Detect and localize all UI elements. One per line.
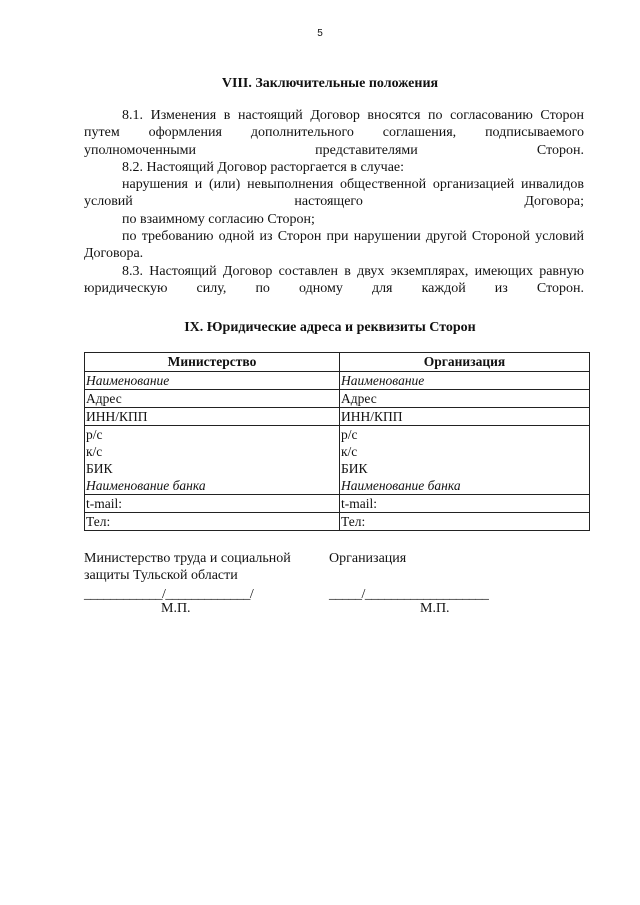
ministry-signatory-line1: Министерство труда и социальной [84, 551, 291, 566]
organization-signatory-line: Организация [329, 551, 407, 566]
organization-corr-account: к/с [341, 444, 358, 459]
clause-8-2: 8.2. Настоящий Договор расторгается в случае: [122, 159, 405, 175]
ministry-name-cell: Наименование [85, 372, 340, 390]
organization-signature-line: _____/___________________ [329, 587, 489, 602]
organization-inn-cell: ИНН/КПП [340, 408, 590, 426]
ministry-signatory-line2: защиты Тульской области [84, 568, 238, 583]
ministry-account: р/с [86, 427, 103, 442]
table-row [85, 372, 590, 390]
table-row [85, 390, 590, 408]
organization-signature-block [329, 550, 559, 603]
organization-account: р/с [341, 427, 358, 442]
ministry-email-cell: t-mail: [85, 495, 340, 513]
organization-email-cell: t-mail: [340, 495, 590, 513]
clause-8-2-item-mutual: по взаимному согласию Сторон; [122, 211, 315, 227]
section-8-title: VIII. Заключительные положения [221, 76, 439, 91]
ministry-inn-cell: ИНН/КПП [85, 408, 340, 426]
section-8-body [84, 107, 584, 297]
clause-8-3: 8.3. Настоящий Договор составлен в двух экземплярах, имеющих равную юридическую силу, по одному для каждой из Сторон. [84, 263, 584, 296]
table-row [85, 495, 590, 513]
ministry-stamp-place: М.П. [161, 601, 191, 616]
organization-bank-name: Наименование банка [341, 478, 461, 493]
ministry-phone-cell: Тел: [85, 513, 340, 531]
organization-bik: БИК [341, 461, 368, 476]
organization-stamp-place: М.П. [420, 601, 450, 616]
organization-bank-cell [340, 426, 590, 495]
table-row [85, 513, 590, 531]
clause-8-2-item-violation: нарушения и (или) невыполнения общественной организацией инвалидов условий настоящего Договора; [84, 177, 584, 210]
table-header-row [85, 353, 590, 372]
ministry-address-cell: Адрес [85, 390, 340, 408]
clause-8-1: 8.1. Изменения в настоящий Договор вносятся по согласованию Сторон путем оформления дополнительного соглашения, подписываемого уполномоченными представителями Сторон. [84, 108, 584, 158]
ministry-signature-block [84, 550, 324, 603]
ministry-bik: БИК [86, 461, 113, 476]
header-organization: Организация [340, 353, 590, 372]
ministry-bank-cell [85, 426, 340, 495]
ministry-signature-line: ____________/_____________/ [84, 587, 254, 602]
organization-name-cell: Наименование [340, 372, 590, 390]
organization-address-cell: Адрес [340, 390, 590, 408]
page-number: 5 [317, 28, 323, 39]
table-row [85, 426, 590, 495]
section-9-title: IX. Юридические адреса и реквизиты Сторон [184, 320, 476, 335]
table-row [85, 408, 590, 426]
ministry-bank-name: Наименование банка [86, 478, 206, 493]
clause-8-2-item-demand: по требованию одной из Сторон при нарушении другой Стороной условий Договора. [84, 229, 584, 262]
ministry-corr-account: к/с [86, 444, 103, 459]
header-ministry: Министерство [85, 353, 340, 372]
requisites-table [84, 352, 590, 531]
organization-phone-cell: Тел: [340, 513, 590, 531]
